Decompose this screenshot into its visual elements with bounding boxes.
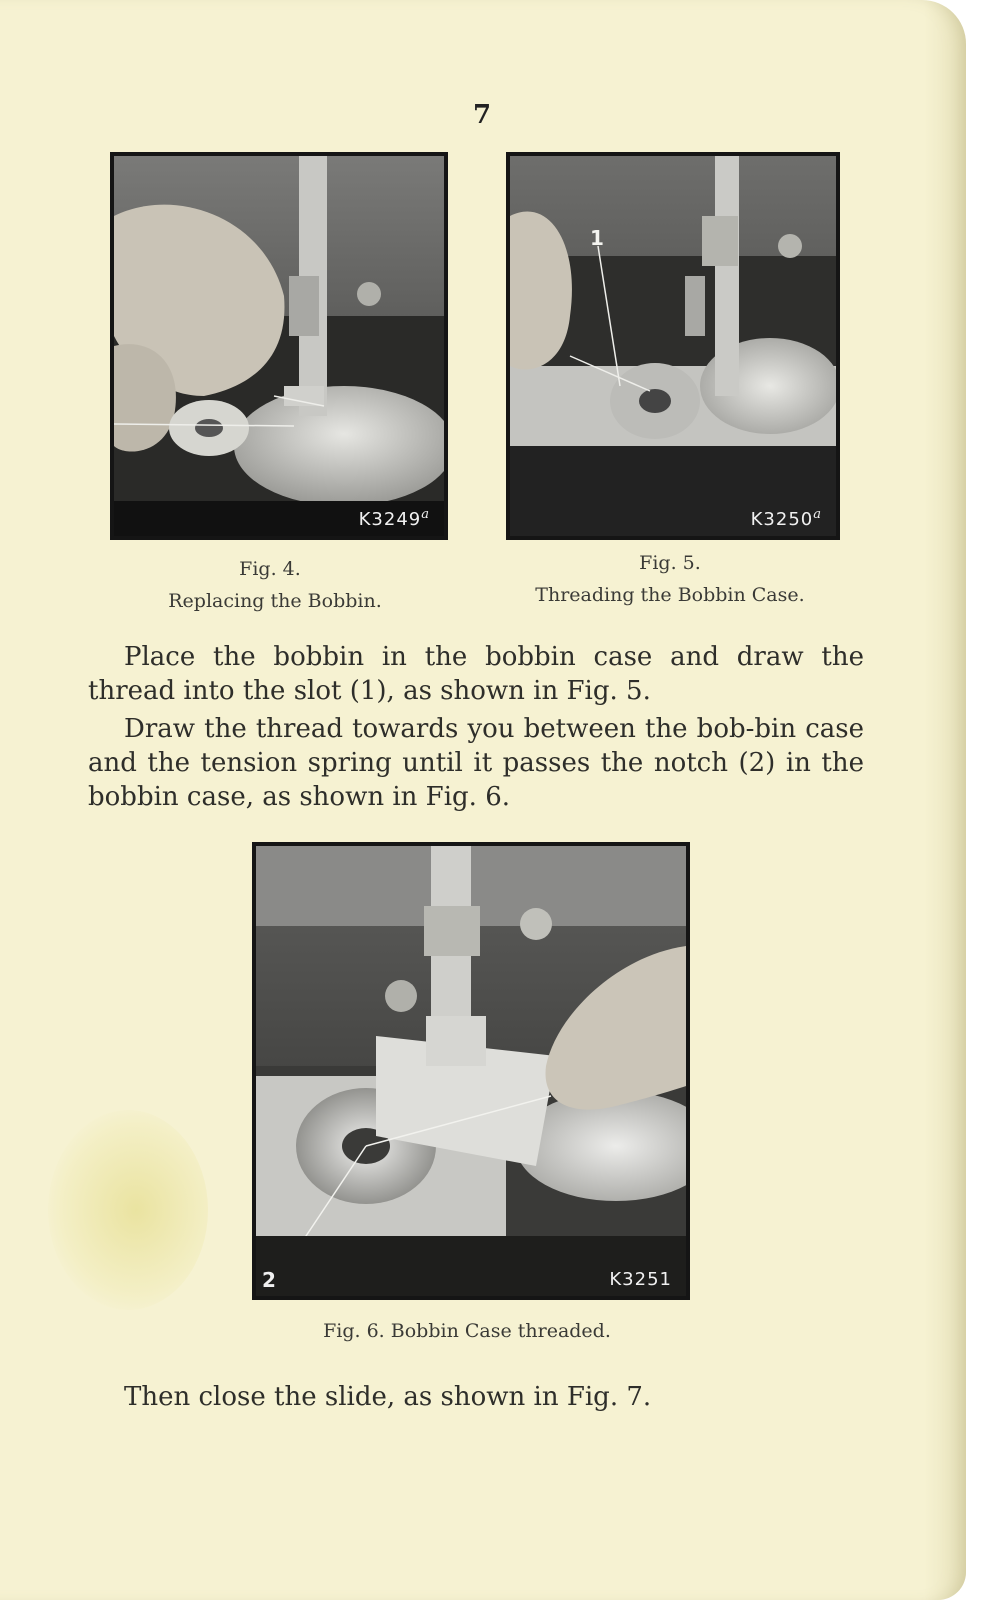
paragraph-1: Place the bobbin in the bobbin case and draw the thread into the slot (1), as shown in Fig. 5. bbox=[88, 642, 864, 706]
figure-5-marker: 1 bbox=[590, 226, 604, 250]
figure-5-code-text: K3250 bbox=[750, 509, 814, 530]
figure-5-label: Fig. 5. bbox=[639, 552, 701, 574]
paragraph-2: Draw the thread towards you between the bob-bin case and the tension spring until it passes the notch (2) in the bobbin case, as shown in Fig. 6. bbox=[88, 714, 864, 812]
figure-6-marker: 2 bbox=[262, 1268, 276, 1292]
figure-4-illustration bbox=[114, 156, 444, 536]
figure-5-code bbox=[751, 507, 822, 530]
figure-4-photo bbox=[110, 152, 448, 540]
page-number: 7 bbox=[472, 100, 492, 130]
figure-5-photo bbox=[506, 152, 840, 540]
figure-6-photo bbox=[252, 842, 690, 1300]
paragraph-3: Then close the slide, as shown in Fig. 7. bbox=[124, 1382, 652, 1412]
figure-4-code-text: K3249 bbox=[358, 509, 422, 530]
figure-4-code bbox=[359, 507, 430, 530]
figure-5-caption: Threading the Bobbin Case. bbox=[535, 584, 805, 606]
figure-4-caption: Replacing the Bobbin. bbox=[168, 590, 382, 612]
figure-4-label: Fig. 4. bbox=[239, 558, 301, 580]
figure-6-illustration bbox=[256, 846, 686, 1296]
figure-5-code-suffix: a bbox=[813, 507, 822, 522]
paper-stain bbox=[48, 1110, 208, 1310]
page-edge-shading bbox=[924, 0, 966, 1600]
figure-6-caption: Fig. 6. Bobbin Case threaded. bbox=[323, 1320, 611, 1342]
figure-5-illustration bbox=[510, 156, 836, 536]
figure-4-code-suffix: a bbox=[421, 507, 430, 522]
figure-6-code: K3251 bbox=[609, 1269, 672, 1290]
